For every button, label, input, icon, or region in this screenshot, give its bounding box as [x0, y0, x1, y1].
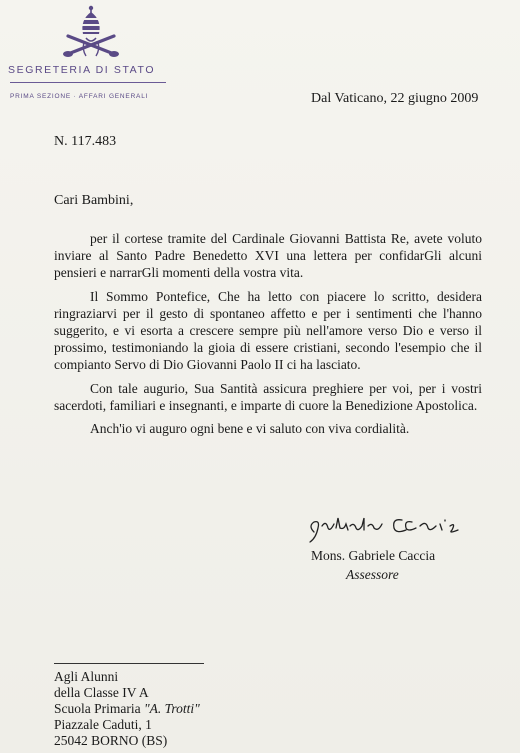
letterhead-org-name: SEGRETERIA DI STATO	[8, 64, 156, 76]
letterhead-department: PRIMA SEZIONE · AFFARI GENERALI	[10, 93, 149, 100]
address-line-3-prefix: Scuola Primaria	[54, 701, 144, 716]
paragraph-1: per il cortese tramite del Cardinale Giovanni Battista Re, avete voluto inviare al Santo Padre Benedetto XVI una lettera per confidarGli alcuni pensieri e narrarGli momenti della vostra vita.	[54, 231, 482, 281]
paragraph-3: Con tale augurio, Sua Santità assicura preghiere per voi, per i vostri sacerdoti, familiari e insegnanti, e imparte di cuore la Benedizione Apostolica.	[54, 380, 482, 413]
address-line-4: Piazzale Caduti, 1	[54, 717, 152, 732]
letter-body	[54, 230, 482, 443]
salutation: Cari Bambini,	[54, 193, 134, 208]
papal-crest-icon	[60, 4, 122, 60]
address-divider	[54, 663, 204, 664]
recipient-address	[54, 669, 200, 749]
address-line-2: della Classe IV A	[54, 685, 149, 700]
address-line-5: 25042 BORNO (BS)	[54, 733, 168, 748]
handwritten-signature	[302, 512, 472, 548]
paragraph-4: Anch'io vi auguro ogni bene e vi saluto con viva cordialità.	[90, 421, 410, 437]
protocol-number: N. 117.483	[54, 134, 117, 149]
school-name: "A. Trotti"	[143, 701, 200, 716]
letterhead-divider	[10, 82, 166, 83]
paragraph-2: Il Sommo Pontefice, Che ha letto con piacere lo scritto, desidera ringraziarvi per il gesto di spontaneo affetto e per i sentimenti che l'hanno suggerito, e vi esorta a crescere sempre più nell'amore verso Dio e verso il prossimo, testimoniando la gioia di essere cristiani, secondo l'esempio che il compianto Servo di Dio Giovanni Paolo II ci ha lasciato.	[54, 288, 482, 373]
date-line: Dal Vaticano, 22 giugno 2009	[311, 91, 479, 106]
address-line-1: Agli Alunni	[54, 669, 119, 684]
signer-title: Assessore	[346, 567, 399, 582]
signer-name: Mons. Gabriele Caccia	[311, 548, 436, 563]
address-line-3	[54, 701, 200, 717]
